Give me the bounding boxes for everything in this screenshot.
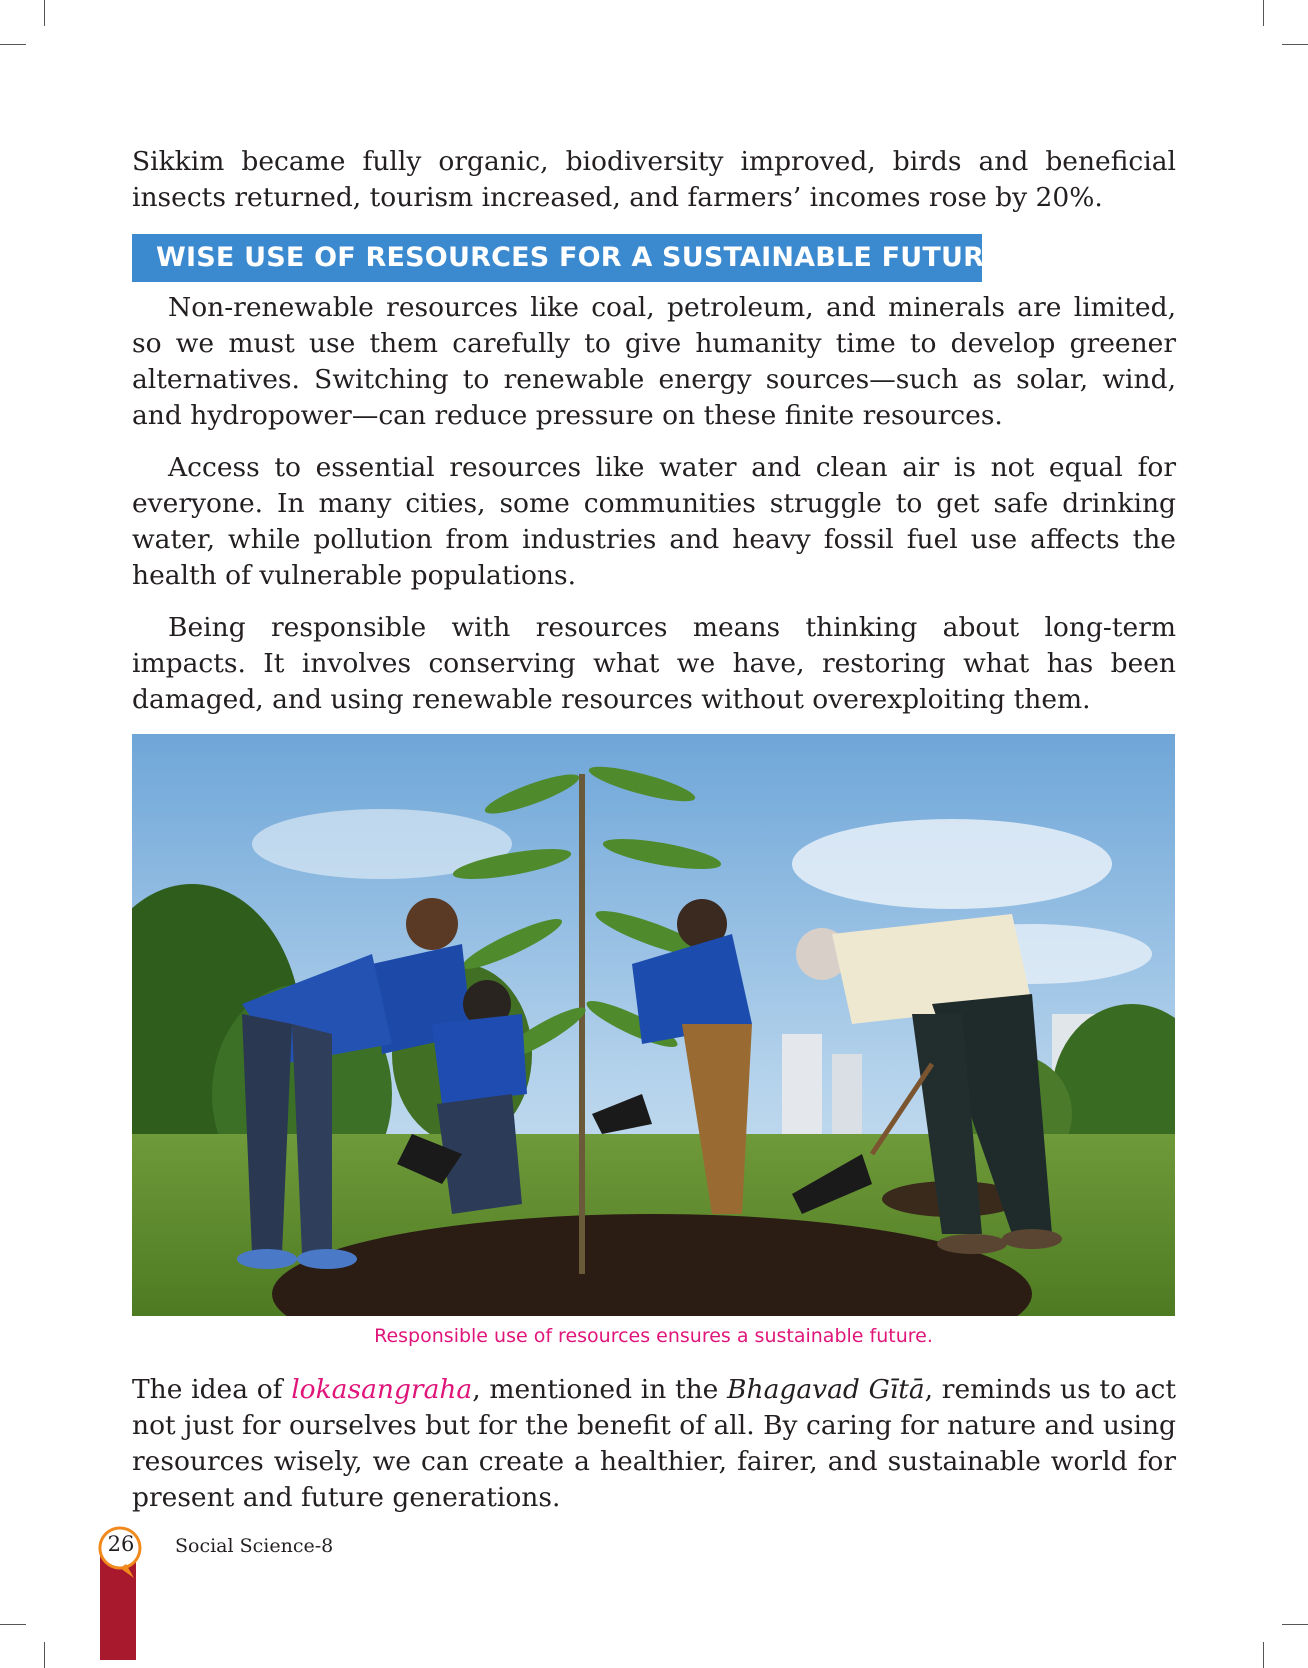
lokasangraha-term: lokasangraha xyxy=(291,1374,473,1405)
crop-mark xyxy=(0,1624,26,1625)
bhagavad-gita-title: Bhagavad Gītā xyxy=(727,1374,925,1405)
section-body xyxy=(132,290,1176,734)
figure-caption: Responsible use of resources ensures a sustainable future. xyxy=(374,1325,933,1347)
tree-planting-illustration xyxy=(132,734,1175,1316)
paragraph-responsible: Being responsible with resources means thinking about long-term impacts. It involves conserving what we have, restoring what has been damaged, and using renewable resources without overexploiting them. xyxy=(132,612,1176,715)
crop-mark xyxy=(44,1642,45,1668)
closing-paragraph xyxy=(132,1372,1176,1516)
section-heading: WISE USE OF RESOURCES FOR A SUSTAINABLE FUTURE xyxy=(156,242,1003,273)
page-number: 26 xyxy=(107,1532,135,1556)
crop-mark xyxy=(1282,1624,1308,1625)
closing-middle: , mentioned in the xyxy=(472,1374,728,1405)
crop-mark xyxy=(1263,1642,1264,1668)
tree-planting-photo xyxy=(132,734,1175,1316)
closing-section xyxy=(132,1372,1176,1532)
crop-mark xyxy=(0,44,26,45)
intro-paragraph: Sikkim became fully organic, biodiversity improved, birds and beneficial insects returned, tourism increased, and farmers’ incomes rose by 20%. xyxy=(132,146,1176,213)
book-title: Social Science-8 xyxy=(175,1535,334,1557)
crop-mark xyxy=(1263,0,1264,26)
section-heading-bar xyxy=(132,234,1003,282)
paragraph-access: Access to essential resources like water and clean air is not equal for everyone. In many cities, some communities struggle to get safe drinking water, while pollution from industries and heavy fossil fuel use affects the health of vulnerable populations. xyxy=(132,452,1176,591)
closing-lead: The idea of xyxy=(132,1374,292,1405)
closing-rest: , reminds us to act not just for ourselves but for the benefit of all. By caring for nature and using resources wisely, we can create a healthier, fairer, and sustainable world for present and future generations. xyxy=(132,1374,1176,1513)
paragraph-nonrenewable: Non-renewable resources like coal, petroleum, and minerals are limited, so we must use them carefully to give humanity time to develop greener alternatives. Switching to renewable energy sources—such as solar, wind, and hydropower—can reduce pressure on these finite resources. xyxy=(132,292,1176,431)
crop-mark xyxy=(1282,44,1308,45)
crop-mark xyxy=(44,0,45,26)
intro-section xyxy=(132,144,1176,232)
